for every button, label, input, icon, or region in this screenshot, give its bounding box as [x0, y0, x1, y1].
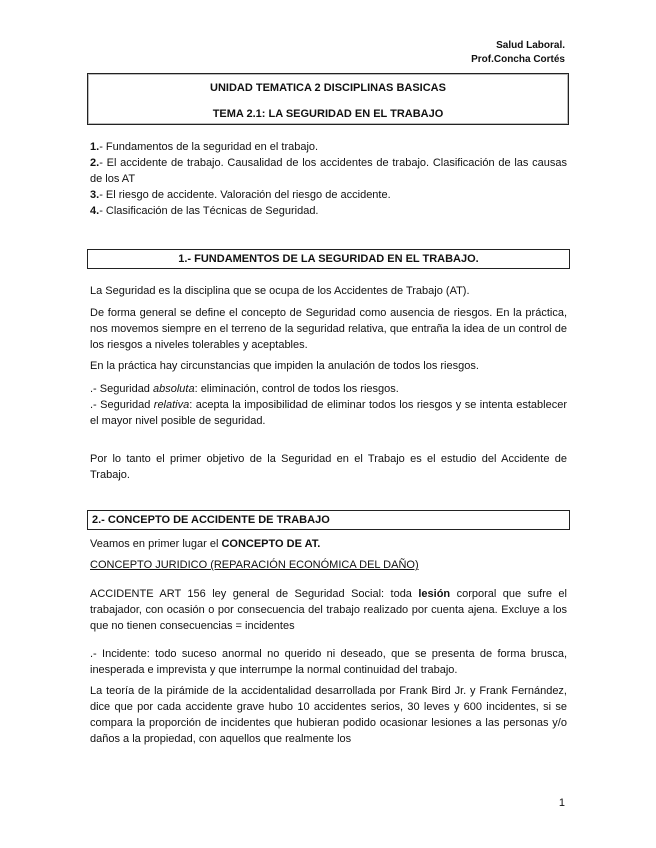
- page-number: 1: [558, 797, 565, 809]
- toc-item: 1.- Fundamentos de la seguridad en el trabajo.: [90, 141, 319, 153]
- section1-relative: .- Seguridad relativa: acepta la imposibilidad de eliminar todos los riesgos y se intenta establecer el mayor nivel posible de seguridad.: [90, 399, 567, 427]
- header-author: Prof.Concha Cortés: [471, 54, 565, 65]
- section2-subheading: CONCEPTO JURIDICO (REPARACIÓN ECONÓMICA DEL DAÑO): [90, 559, 419, 571]
- section2-intro: Veamos en primer lugar el CONCEPTO DE AT.: [90, 538, 321, 550]
- toc-item: 4.- Clasificación de las Técnicas de Seguridad.: [90, 205, 319, 217]
- section2-heading: 2.- CONCEPTO DE ACCIDENTE DE TRABAJO: [87, 510, 570, 530]
- toc-item: 3.- El riesgo de accidente. Valoración del riesgo de accidente.: [90, 189, 391, 201]
- header-course: Salud Laboral.: [496, 40, 565, 51]
- section2-piramide: La teoría de la pirámide de la accidentalidad desarrollada por Frank Bird Jr. y Frank Fernández, dice que por cada accidente grave hubo 10 accidentes serios, 30 leves y 600 incidentes, si se compara la proporción de incidentes que hubieran podido ocasionar lesiones a las personas y/o daños a la propiedad, con aquellos que realmente los: [90, 685, 567, 745]
- section1-p3: En la práctica hay circunstancias que impiden la anulación de todos los riesgos.: [90, 360, 479, 372]
- unit-title: UNIDAD TEMATICA 2 DISCIPLINAS BASICAS: [210, 82, 446, 94]
- toc-item: 2.- El accidente de trabajo. Causalidad de los accidentes de trabajo. Clasificación de las causas de los AT: [90, 157, 567, 185]
- section2-article: ACCIDENTE ART 156 ley general de Seguridad Social: toda lesión corporal que sufre el trabajador, con ocasión o por consecuencia del trabajo realizado por cuenta ajena. Excluye a los que no tienen consecuencias = incidentes: [90, 588, 567, 632]
- section1-p4: Por lo tanto el primer objetivo de la Seguridad en el Trabajo es el estudio del Accidente de Trabajo.: [90, 453, 567, 481]
- document-header: [471, 39, 565, 67]
- section1-p1: La Seguridad es la disciplina que se ocupa de los Accidentes de Trabajo (AT).: [90, 285, 470, 297]
- title-box: [87, 73, 569, 125]
- section1-heading: 1.- FUNDAMENTOS DE LA SEGURIDAD EN EL TRABAJO.: [87, 249, 570, 269]
- section2-incidente: .- Incidente: todo suceso anormal no querido ni deseado, que se presenta de forma brusca, inesperada e imprevista y que interrumpe la normal continuidad del trabajo.: [90, 648, 567, 676]
- section1-absolute: .- Seguridad absoluta: eliminación, control de todos los riesgos.: [90, 383, 399, 395]
- topic-title: TEMA 2.1: LA SEGURIDAD EN EL TRABAJO: [212, 108, 444, 120]
- section1-p2: De forma general se define el concepto de Seguridad como ausencia de riesgos. En la práctica, nos movemos siempre en el terreno de la seguridad relativa, que entraña la idea de un control de los riesgos a niveles tolerables y aceptables.: [90, 307, 567, 351]
- table-of-contents: [90, 139, 567, 219]
